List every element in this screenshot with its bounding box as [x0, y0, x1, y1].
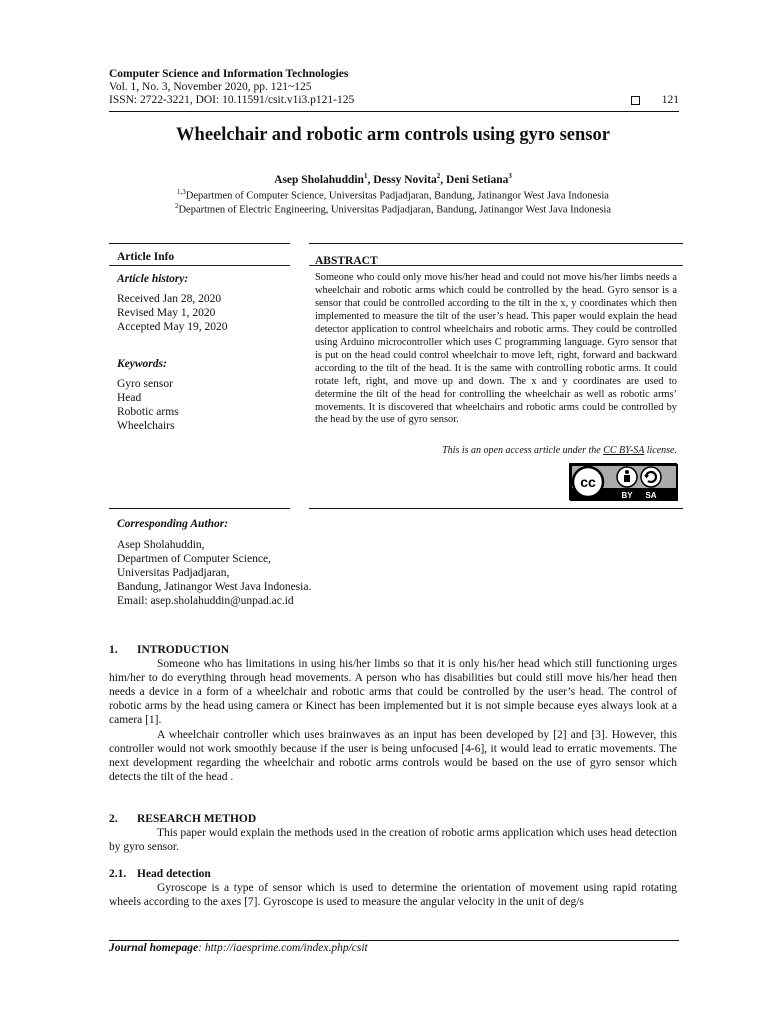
affiliation: $^{1,3}$Departmen of Computer Science, Universitas Padjadjaran, Bandung, Jatinangor West Java Indonesia [177, 188, 609, 202]
corresponding-line: Bandung, Jatinangor West Java Indonesia. [117, 581, 312, 593]
corresponding-email: Email: asep.sholahuddin@unpad.ac.id [117, 595, 294, 607]
corresponding-line: Universitas Padjadjaran, [117, 567, 230, 579]
paragraph: This paper would explain the methods used in the creation of robotic arms application which uses head detection by gyro sensor. [109, 827, 677, 854]
journal-homepage [109, 942, 368, 954]
cc-license-icon [570, 464, 678, 501]
corresponding-label: Corresponding Author: [117, 518, 229, 530]
keyword-item: Robotic arms [117, 406, 179, 418]
author-list: Asep Sholahuddin$^1$, Dessy Novita$^2$, Deni Setiana$^3$ [274, 172, 512, 186]
keywords [117, 358, 289, 433]
affiliation: $^2$Departmen of Electric Engineering, Universitas Padjadjaran, Bandung, Jatinangor West Java Indonesia [174, 202, 612, 216]
history-accepted: Accepted May 19, 2020 [117, 321, 228, 333]
history-revised: Revised May 1, 2020 [117, 307, 216, 319]
corresponding-line: Departmen of Computer Science, [117, 553, 271, 565]
article-history [117, 273, 289, 334]
homepage-label: Journal homepage [109, 942, 199, 954]
corresponding-line: Asep Sholahuddin, [117, 539, 205, 551]
info-top-rule [109, 243, 290, 244]
svg-text:cc: cc [580, 474, 596, 490]
cc-by-sa-badge[interactable] [569, 463, 677, 500]
license-line: This is an open access article under the CC BY-SA license. [442, 445, 677, 456]
volume-line: Vol. 1, No. 3, November 2020, pp. 121~125 [109, 81, 312, 93]
paragraph: A wheelchair controller which uses brainwaves as an input has been developed by [2] and [3]. However, this controller would not work smoothly because if the user is being unfocused [4-6], it would lead to erratic movements. The next development regarding the wheelchair and robotic arms controls would be based on the use of gyro sensor which detects the tilt of the head . [109, 728, 677, 783]
page-number: 121 [661, 94, 679, 106]
info-sub-rule [109, 265, 290, 266]
keywords-label: Keywords: [117, 358, 167, 370]
section-heading: 1. INTRODUCTION [109, 644, 230, 656]
abstract-bottom-rule [309, 508, 683, 509]
article-info-heading: Article Info [117, 251, 175, 263]
homepage-url[interactable]: : http://iaesprime.com/index.php/csit [198, 942, 368, 954]
keyword-item: Gyro sensor [117, 378, 173, 390]
header-rule [109, 111, 679, 112]
square-icon [631, 96, 640, 105]
history-received: Received Jan 28, 2020 [117, 293, 222, 305]
paper-title: Wheelchair and robotic arm controls using gyro sensor [176, 125, 610, 145]
abstract-top-rule [309, 243, 683, 244]
journal-header [109, 68, 679, 107]
subsection-heading: 2.1. Head detection [109, 868, 211, 880]
footer-rule [109, 940, 679, 941]
keyword-item: Wheelchairs [117, 420, 175, 432]
paragraph: Gyroscope is a type of sensor which is used to determine the orientation of movement using rapid rotating wheels according to the axes [7]. Gyroscope is used to measure the angular velocity in the unit of deg/s [109, 882, 677, 909]
abstract-heading: ABSTRACT [315, 255, 378, 267]
section-introduction [109, 643, 677, 784]
issn-line: ISSN: 2722-3221, DOI: 10.11591/csit.v1i3.p121-125 [109, 94, 355, 106]
issn-row [109, 94, 679, 107]
corresponding-author [117, 517, 417, 608]
section-heading: 2. RESEARCH METHOD [109, 813, 257, 825]
keyword-item: Head [117, 392, 142, 404]
author-name: Asep Sholahuddin [274, 173, 364, 186]
section-head-detection [109, 867, 677, 909]
svg-text:SA: SA [645, 491, 657, 500]
paragraph: Someone who has limitations in using his/her limbs so that it is only his/her head which still functioning urges him/her to do everything through head movements. A person who has disabilities but could still move his/her head then needs a device in a form of a wheelchair and robotic arms that could be controlled by the user’s head. The control of robotic arms by the head using camera or Kinect has been implemented but it is not simple because eyes always look at a camera [1]. [109, 658, 677, 727]
journal-name: Computer Science and Information Technologies [109, 68, 349, 80]
abstract-text: Someone who could only move his/her head and could not move his/her limbs needs a wheelchair and robotic arms which could be controlled by the head. Gyro sensor is a sensor that could be controlled according to the tilt in the x, y coordinates which then implemented to measure the tilt of the user’s head. This paper would explain the head detector application to control wheelchairs and robotic arms. They could be controlled using Arduino microcontroller which uses C programming language. Gyro sensor that is put on the head could control wheelchair to move left, right, forward and backward according to the tilt of the head. It is the same with controlling robotic arms. It could rotate left, right, and move up and down. The x and y coordinates are used to determine the tilt of the head for controlling the wheelchair as well as robotic arms’ movements. It is discovered that wheelchairs and robotic arms could be controlled by the head by the use of gyro sensor. [315, 272, 677, 426]
info-bottom-rule [109, 508, 290, 509]
license-link[interactable]: CC BY-SA [603, 445, 645, 456]
section-research-method [109, 812, 677, 854]
abstract-body [315, 272, 677, 427]
svg-text:BY: BY [621, 491, 633, 500]
author-name: Deni Setiana [446, 173, 509, 186]
author-name: Dessy Novita [373, 173, 437, 186]
history-label: Article history: [117, 273, 189, 285]
